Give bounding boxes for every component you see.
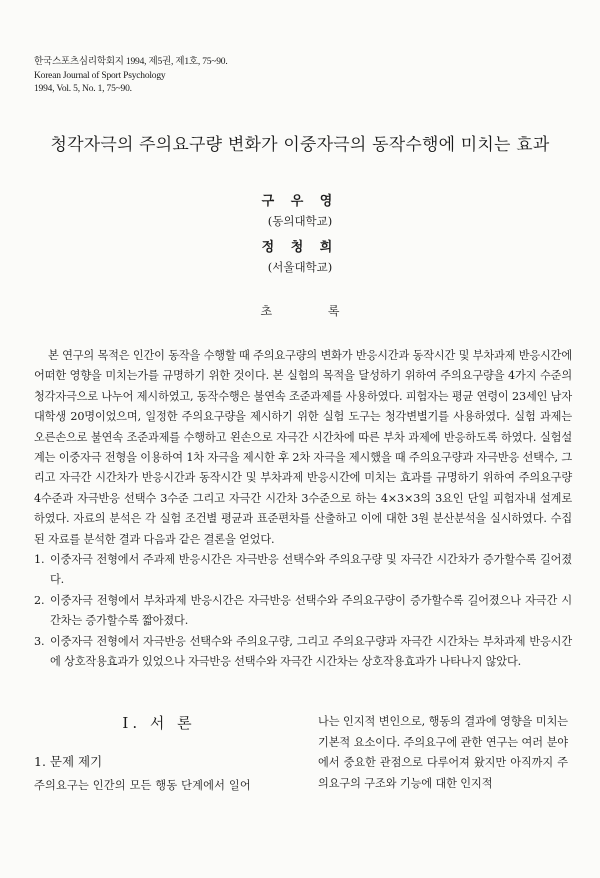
journal-info: [34, 56, 228, 97]
right-column: [318, 712, 568, 794]
author-name-1: 구 우 영: [261, 194, 339, 209]
author-affiliation-2: (서울대학교): [267, 260, 333, 274]
conclusion-text: 이중자극 전형에서 주과제 반응시간은 자극반응 선택수와 주의요구량 및 자극간 시간차가 증가할수록 길어졌다.: [50, 553, 572, 587]
section-heading-introduction: I. 서 론: [122, 714, 196, 732]
journal-name-english: Korean Journal of Sport Psychology: [34, 70, 166, 81]
abstract-paragraph: 본 연구의 목적은 인간이 동작을 수행할 때 주의요구량의 변화가 반응시간과 동작시간 및 부차과제 반응시간에 어떠한 영향을 미치는가를 규명하기 위한 것이다. 본 실험의 목적을 달성하기 위하여 주의요구량을 4가지 수준의 청각자극으로 나누어 제시하였고, 동작수행은 불연속 조준과제를 사용하였다. 피험자는 평균 연령이 23세인 남자 대학생 20명이었으며, 일정한 주의요구량을 제시하기 위한 실험 도구는 청각변별기를 사용하였다. 실험 과제는 오른손으로 불연속 조준과제를 수행하고 왼손으로 자극간 시간차에 따른 부차 과제에 반응하도록 하였다. 실험설계는 이중자극 전형을 이용하여 1차 자극을 제시한 후 2차 자극을 제시했을 때 주의요구량과 자극반응 선택수, 그리고 자극간 시간차가 반응시간과 동작시간 및 부차과제 반응시간에 미치는 효과를 규명하기 위하여 주의요구량 4수준과 자극반응 선택수 3수준 그리고 자극간 시간차 3수준으로 하는 4×3×3의 3요인 단일 피험자내 설계로 하였다. 자료의 분석은 각 실험 조건별 평균과 표준편차를 산출하고 이에 대한 3원 분산분석을 실시하였다. 수집된 자료를 분석한 결과 다음과 같은 결론을 얻었다.: [34, 349, 572, 546]
conclusion-list: [34, 550, 572, 672]
conclusion-item: [34, 550, 572, 591]
abstract-body: [34, 346, 572, 673]
conclusion-item: [34, 591, 572, 632]
left-column: [34, 712, 284, 796]
paper-title: 청각자극의 주의요구량 변화가 이중자극의 동작수행에 미치는 효과: [50, 135, 550, 155]
body-text-left: 주의요구는 인간의 모든 행동 단계에서 일어: [34, 779, 251, 792]
conclusion-text: 이중자극 전형에서 자극반응 선택수와 주의요구량, 그리고 주의요구량과 자극간 시간차는 부차과제 반응시간에 상호작용효과가 있었으나 자극반응 선택수와 자극간 시간차는 상호작용효과가 나타나지 않았다.: [50, 634, 572, 669]
subsection-heading: 1. 문제 제기: [34, 754, 103, 769]
conclusion-text: 이중자극 전형에서 부차과제 반응시간은 자극반응 선택수와 주의요구량이 증가할수록 길어졌으나 자극간 시간차는 증가할수록 짧아졌다.: [50, 593, 572, 628]
author-affiliation-1: (동의대학교): [267, 214, 333, 228]
conclusion-number: 2.: [34, 593, 45, 607]
conclusion-item: [34, 632, 572, 673]
journal-citation-english: 1994, Vol. 5, No. 1, 75~90.: [34, 84, 132, 94]
conclusion-number: 3.: [34, 634, 45, 648]
body-text-right: 나는 인지적 변인으로, 행동의 결과에 영향을 미치는 기본적 요소이다. 주의요구에 관한 연구는 여러 분야에서 중요한 관점으로 다루어져 왔지만 아직까지 주의요구의 구조와 기능에 대한 인지적: [318, 715, 568, 790]
journal-citation-korean: 한국스포츠심리학회지 1994, 제5권, 제1호, 75~90.: [34, 57, 228, 67]
author-name-2: 정 청 희: [261, 240, 339, 255]
conclusion-number: 1.: [34, 553, 45, 567]
abstract-heading: 초 록: [260, 304, 366, 318]
